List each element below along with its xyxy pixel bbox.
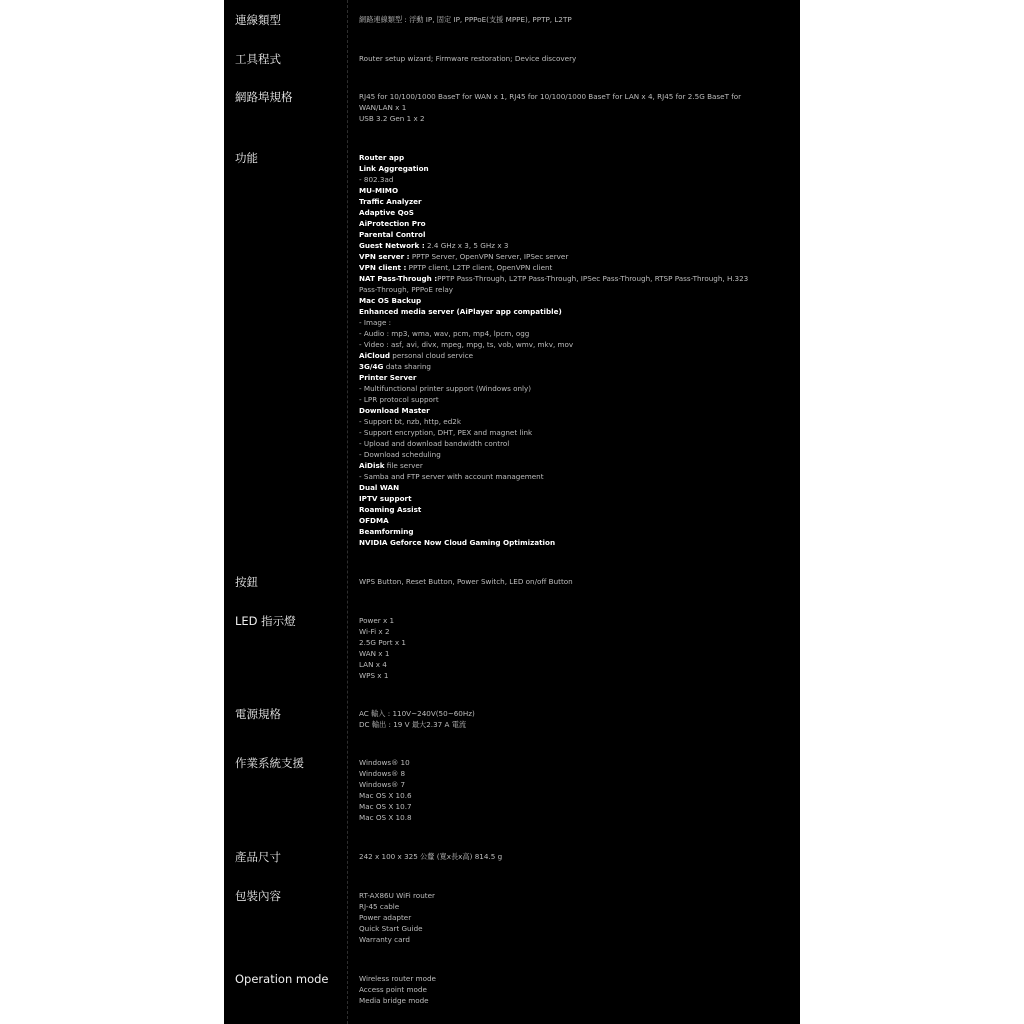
spec-value-ports bbox=[359, 91, 769, 124]
spec-feature-detail: Router setup wizard; Firmware restoration; Device discovery bbox=[359, 54, 577, 63]
spec-feature-name: NVIDIA Geforce Now Cloud Gaming Optimization bbox=[359, 538, 556, 547]
spec-feature-detail: 2.4 GHz x 3, 5 GHz x 3 bbox=[424, 241, 509, 250]
spec-value-line bbox=[359, 637, 769, 648]
spec-value-line bbox=[359, 708, 769, 719]
spec-feature-name: AiProtection Pro bbox=[359, 219, 426, 228]
spec-value-line bbox=[359, 207, 769, 218]
spec-feature-detail: - Audio : mp3, wma, wav, pcm, mp4, lpcm, ogg bbox=[359, 329, 530, 338]
spec-value-line bbox=[359, 801, 769, 812]
spec-feature-detail: RT-AX86U WiFi router bbox=[359, 891, 435, 900]
spec-label-opmode: Operation mode bbox=[235, 972, 329, 986]
spec-value-line bbox=[359, 394, 769, 405]
spec-value-line bbox=[359, 537, 769, 548]
spec-value-line bbox=[359, 995, 769, 1006]
spec-value-line bbox=[359, 626, 769, 637]
spec-feature-name: Router app bbox=[359, 153, 405, 162]
spec-feature-name: Traffic Analyzer bbox=[359, 197, 422, 206]
spec-feature-name: Download Master bbox=[359, 406, 430, 415]
spec-value-line bbox=[359, 438, 769, 449]
spec-value-line bbox=[359, 493, 769, 504]
spec-feature-detail: - Samba and FTP server with account management bbox=[359, 472, 544, 481]
spec-feature-detail: - 802.3ad bbox=[359, 175, 394, 184]
spec-value-power bbox=[359, 708, 769, 730]
spec-value-line bbox=[359, 851, 769, 862]
spec-feature-name: IPTV support bbox=[359, 494, 412, 503]
spec-value-line bbox=[359, 306, 769, 317]
spec-feature-name: Beamforming bbox=[359, 527, 414, 536]
spec-feature-detail: Warranty card bbox=[359, 935, 410, 944]
spec-value-line bbox=[359, 53, 769, 64]
spec-value-line bbox=[359, 757, 769, 768]
spec-value-line bbox=[359, 91, 769, 113]
spec-value-line bbox=[359, 273, 769, 295]
spec-feature-detail: file server bbox=[384, 461, 423, 470]
spec-feature-detail: Windows® 8 bbox=[359, 769, 406, 778]
spec-feature-detail: USB 3.2 Gen 1 x 2 bbox=[359, 114, 425, 123]
spec-feature-detail: - Video : asf, avi, divx, mpeg, mpg, ts, vob, wmv, mkv, mov bbox=[359, 340, 574, 349]
spec-feature-name: 3G/4G bbox=[359, 362, 384, 371]
spec-value-line bbox=[359, 262, 769, 273]
spec-feature-detail: 2.5G Port x 1 bbox=[359, 638, 406, 647]
spec-feature-name: Enhanced media server (AiPlayer app compatible) bbox=[359, 307, 562, 316]
column-divider bbox=[347, 0, 348, 1024]
spec-value-line bbox=[359, 251, 769, 262]
spec-feature-detail: Wi-Fi x 2 bbox=[359, 627, 390, 636]
spec-feature-detail: Power x 1 bbox=[359, 616, 395, 625]
spec-label-led: LED 指示燈 bbox=[235, 614, 296, 628]
spec-feature-detail: 網路連線類型 : 浮動 IP, 固定 IP, PPPoE(支援 MPPE), PPTP, L2TP bbox=[359, 15, 572, 24]
spec-feature-detail: AC 輸入 : 110V~240V(50~60Hz) bbox=[359, 709, 475, 718]
spec-value-line bbox=[359, 240, 769, 251]
spec-value-line bbox=[359, 163, 769, 174]
spec-value-line bbox=[359, 515, 769, 526]
spec-value-line bbox=[359, 923, 769, 934]
spec-value-line bbox=[359, 504, 769, 515]
spec-value-buttons bbox=[359, 576, 769, 587]
spec-value-package bbox=[359, 890, 769, 945]
spec-value-connection bbox=[359, 14, 769, 25]
spec-feature-name: Parental Control bbox=[359, 230, 426, 239]
spec-feature-name: Link Aggregation bbox=[359, 164, 429, 173]
spec-feature-name: NAT Pass-Through : bbox=[359, 274, 438, 283]
spec-feature-name: Mac OS Backup bbox=[359, 296, 422, 305]
spec-feature-detail: Windows® 10 bbox=[359, 758, 410, 767]
spec-label-package: 包裝內容 bbox=[235, 889, 281, 903]
spec-value-line bbox=[359, 196, 769, 207]
spec-feature-detail: LAN x 4 bbox=[359, 660, 387, 669]
spec-value-line bbox=[359, 405, 769, 416]
spec-value-line bbox=[359, 372, 769, 383]
spec-feature-detail: Media bridge mode bbox=[359, 996, 429, 1005]
spec-value-line bbox=[359, 350, 769, 361]
spec-value-line bbox=[359, 482, 769, 493]
spec-feature-detail: WPS x 1 bbox=[359, 671, 389, 680]
spec-feature-detail: PPTP client, L2TP client, OpenVPN client bbox=[406, 263, 553, 272]
spec-feature-detail: Mac OS X 10.8 bbox=[359, 813, 412, 822]
spec-value-line bbox=[359, 339, 769, 350]
spec-value-line bbox=[359, 670, 769, 681]
spec-value-line bbox=[359, 328, 769, 339]
spec-value-utilities bbox=[359, 53, 769, 64]
spec-feature-detail: - Image : bbox=[359, 318, 392, 327]
spec-label-features: 功能 bbox=[235, 151, 258, 165]
spec-feature-detail: Power adapter bbox=[359, 913, 412, 922]
spec-feature-detail: WPS Button, Reset Button, Power Switch, LED on/off Button bbox=[359, 577, 573, 586]
spec-value-line bbox=[359, 14, 769, 25]
spec-value-line bbox=[359, 185, 769, 196]
spec-feature-name: Printer Server bbox=[359, 373, 417, 382]
spec-feature-name: OFDMA bbox=[359, 516, 389, 525]
spec-label-dimensions: 產品尺寸 bbox=[235, 850, 281, 864]
spec-value-line bbox=[359, 416, 769, 427]
spec-feature-detail: Quick Start Guide bbox=[359, 924, 423, 933]
spec-feature-detail: - Download scheduling bbox=[359, 450, 441, 459]
spec-value-line bbox=[359, 615, 769, 626]
spec-label-connection: 連線類型 bbox=[235, 13, 281, 27]
spec-feature-detail: data sharing bbox=[383, 362, 431, 371]
spec-sheet bbox=[224, 0, 800, 1024]
spec-value-line bbox=[359, 174, 769, 185]
spec-feature-detail: 242 x 100 x 325 公釐 (寬x長x高) 814.5 g bbox=[359, 852, 503, 861]
spec-feature-detail: PPTP Pass-Through, L2TP Pass-Through, IPSec Pass-Through, RTSP Pass-Through, H.323 Pass-Through, PPPoE relay bbox=[359, 274, 749, 294]
spec-value-line bbox=[359, 973, 769, 984]
spec-label-os: 作業系統支援 bbox=[235, 756, 304, 770]
spec-feature-detail: Mac OS X 10.6 bbox=[359, 791, 412, 800]
spec-value-os bbox=[359, 757, 769, 823]
spec-value-line bbox=[359, 779, 769, 790]
spec-feature-name: VPN client : bbox=[359, 263, 407, 272]
spec-value-line bbox=[359, 218, 769, 229]
spec-value-line bbox=[359, 912, 769, 923]
spec-feature-detail: - Support encryption, DHT, PEX and magnet link bbox=[359, 428, 533, 437]
spec-value-line bbox=[359, 152, 769, 163]
spec-value-line bbox=[359, 317, 769, 328]
spec-value-line bbox=[359, 659, 769, 670]
spec-value-line bbox=[359, 295, 769, 306]
spec-feature-detail: Wireless router mode bbox=[359, 974, 436, 983]
spec-value-line bbox=[359, 229, 769, 240]
spec-value-line bbox=[359, 383, 769, 394]
spec-value-line bbox=[359, 890, 769, 901]
spec-label-utilities: 工具程式 bbox=[235, 52, 281, 66]
spec-feature-name: Adaptive QoS bbox=[359, 208, 414, 217]
spec-value-features bbox=[359, 152, 769, 548]
spec-feature-detail: WAN x 1 bbox=[359, 649, 390, 658]
spec-feature-detail: Access point mode bbox=[359, 985, 427, 994]
spec-value-line bbox=[359, 427, 769, 438]
spec-feature-detail: Mac OS X 10.7 bbox=[359, 802, 412, 811]
spec-value-line bbox=[359, 460, 769, 471]
spec-value-line bbox=[359, 449, 769, 460]
spec-value-dimensions bbox=[359, 851, 769, 862]
spec-feature-detail: Windows® 7 bbox=[359, 780, 406, 789]
spec-value-line bbox=[359, 934, 769, 945]
spec-value-line bbox=[359, 576, 769, 587]
spec-feature-name: Roaming Assist bbox=[359, 505, 422, 514]
spec-feature-detail: DC 輸出 : 19 V 最大2.37 A 電流 bbox=[359, 720, 467, 729]
spec-value-line bbox=[359, 471, 769, 482]
spec-feature-detail: - Multifunctional printer support (Windows only) bbox=[359, 384, 532, 393]
spec-feature-detail: - Upload and download bandwidth control bbox=[359, 439, 510, 448]
spec-feature-name: Guest Network : bbox=[359, 241, 425, 250]
spec-value-line bbox=[359, 719, 769, 730]
spec-value-line bbox=[359, 768, 769, 779]
spec-value-line bbox=[359, 901, 769, 912]
spec-feature-name: AiCloud bbox=[359, 351, 390, 360]
spec-feature-name: VPN server : bbox=[359, 252, 410, 261]
spec-value-line bbox=[359, 812, 769, 823]
spec-feature-name: Dual WAN bbox=[359, 483, 400, 492]
spec-feature-name: MU-MIMO bbox=[359, 186, 399, 195]
spec-value-line bbox=[359, 526, 769, 537]
spec-feature-name: AiDisk bbox=[359, 461, 385, 470]
spec-label-ports: 網路埠規格 bbox=[235, 90, 293, 104]
spec-value-line bbox=[359, 790, 769, 801]
spec-value-opmode bbox=[359, 973, 769, 1006]
spec-label-power: 電源規格 bbox=[235, 707, 281, 721]
spec-feature-detail: PPTP Server, OpenVPN Server, IPSec server bbox=[409, 252, 569, 261]
spec-label-buttons: 按鈕 bbox=[235, 575, 258, 589]
spec-feature-detail: - LPR protocol support bbox=[359, 395, 439, 404]
spec-feature-detail: - Support bt, nzb, http, ed2k bbox=[359, 417, 462, 426]
spec-value-line bbox=[359, 361, 769, 372]
spec-value-led bbox=[359, 615, 769, 681]
spec-feature-detail: personal cloud service bbox=[389, 351, 474, 360]
spec-feature-detail: RJ45 for 10/100/1000 BaseT for WAN x 1, RJ45 for 10/100/1000 BaseT for LAN x 4, RJ45 for 2.5G BaseT for WAN/LAN x 1 bbox=[359, 92, 742, 112]
spec-value-line bbox=[359, 984, 769, 995]
spec-value-line bbox=[359, 648, 769, 659]
spec-value-line bbox=[359, 113, 769, 124]
spec-feature-detail: RJ-45 cable bbox=[359, 902, 400, 911]
